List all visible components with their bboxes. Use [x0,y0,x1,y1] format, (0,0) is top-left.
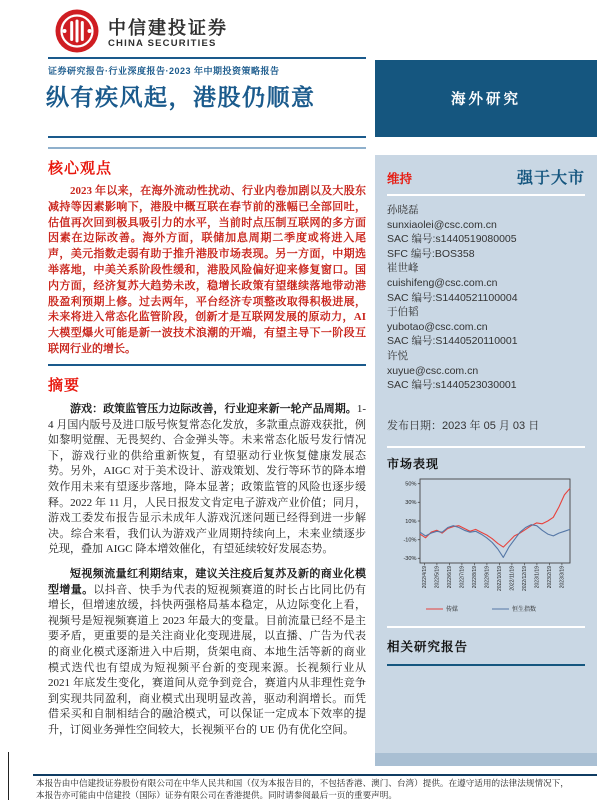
page-title: 纵有疾风起，港股仍顺意 [46,84,316,110]
svg-text:2023/1/19: 2023/1/19 [534,565,541,588]
summary-paragraphs [48,402,366,747]
svg-text:2022/8/19: 2022/8/19 [472,565,479,588]
market-performance-chart [387,474,585,622]
report-tags: 证券研究报告·行业深度报告·2023 年中期投资策略报告 [48,66,280,76]
related-reports-heading: 相关研究报告 [387,639,469,654]
analyst-line: SAC 编号:s1440519080005 [387,233,517,246]
analyst-line: xuyue@csc.com.cn [387,364,479,377]
sidebar-divider [387,446,585,448]
footer-left-border [8,752,9,800]
rating-value: 强于大市 [516,170,585,187]
market-performance-heading: 市场表现 [387,456,440,471]
section-divider [48,364,366,366]
sidebar [375,155,597,766]
research-category-badge: 海外研究 [375,60,597,137]
analyst-line: SFC 编号:BOS358 [387,247,475,260]
sidebar-divider [387,194,585,196]
sidebar-divider [387,626,585,628]
svg-text:2022/10/19: 2022/10/19 [497,565,504,591]
brand-name-en: CHINA SECURITIES [108,37,217,49]
title-divider [48,136,366,138]
header-divider [48,57,366,59]
publish-date-label: 发布日期： [387,419,442,432]
svg-text:2022/9/19: 2022/9/19 [484,565,491,588]
core-viewpoints-text: 2023 年以来，在海外流动性扰动、行业内卷加剧以及大股东减持等因素影响下，港股中概互联在春节前的涨幅已全部回吐，估值再次回到极具吸引力的水平，当前时点压制互联网的多方面因素在边际改善。海外方面，联储加息周期二季度或将进入尾声，美元指数走弱有助于推升港股市场表现。另一方面，中期选举落地，中美关系阶段性缓和，港股风险偏好迎来修复窗口。国内方面，经济复苏大趋势未改，稳增长政策有望继续落地带动港股盈利预期上修。过去两年，平台经济专项整改取得积极进展，未来将进入常态化监管阶段，创新才是互联网发展的原动力，AI 大模型爆火可能是新一波技术浪潮的开端，有望主导下一阶段互联网行业的增长。 [48,185,366,355]
svg-text:恒生指数: 恒生指数 [512,606,537,613]
analyst-line: 孙晓磊 [387,204,419,216]
svg-text:2023/2/19: 2023/2/19 [547,565,554,588]
publish-date-row [387,417,585,433]
related-reports-underline [387,664,585,666]
disclaimer [36,778,594,801]
svg-text:-10%: -10% [403,537,417,544]
svg-text:2023/3/19: 2023/3/19 [559,565,566,588]
analyst-line: 崔世峰 [387,262,419,275]
svg-text:2022/5/19: 2022/5/19 [434,565,441,588]
rating-row [387,165,585,188]
analyst-line: yubotao@csc.com.cn [387,320,488,333]
analyst-line: sunxiaolei@csc.com.cn [387,218,497,231]
svg-text:10%: 10% [405,518,417,525]
title-divider-light [48,147,366,149]
svg-text:2022/12/19: 2022/12/19 [522,565,529,591]
china-securities-logo-icon [54,8,100,59]
svg-text:2022/4/19: 2022/4/19 [422,565,429,588]
footer-divider [33,774,597,776]
svg-text:2022/6/19: 2022/6/19 [447,565,454,588]
svg-text:2022/7/19: 2022/7/19 [459,565,466,588]
svg-text:-30%: -30% [403,555,417,562]
analyst-line: SAC 编号:s1440523030001 [387,379,517,392]
disclaimer-line-2: 本报告亦可能由中信建投（国际）证券有限公司在香港提供。同时请参阅最后一页的重要声明。 [36,789,397,800]
paragraph-lead: 游戏：政策监管压力边际改善，行业迎来新一轮产品周期。 [70,403,357,415]
analyst-list [387,203,585,393]
core-viewpoints-heading: 核心观点 [48,160,113,177]
svg-text:50%: 50% [405,481,417,488]
svg-text:30%: 30% [405,499,417,506]
svg-text:传媒: 传媒 [446,606,459,613]
analyst-line: SAC 编号:S1440521100004 [387,291,518,304]
svg-text:2022/11/19: 2022/11/19 [509,565,516,591]
rating-action: 维持 [387,172,413,186]
brand-name-cn: 中信建投证券 [108,17,228,38]
summary-paragraph: 短视频流量红利期结束，建议关注疫后复苏及新的商业化模型增量。以抖音、快手为代表的短视频赛道的时长占比同比仍有增长，但增速放缓，抖快两强格局基本稳定，从边际变化上看，视频号是短视频赛道上 2023 年最大的变量。目前流量已经不是主要矛盾，更重要的是关注商业化变现进展，以直播、广告为代表的商业化模式逐渐进入中后期，货架电商、本地生活等新的商业模式迭代也有望成为短视频平台新的变现来源。长视频行业从 2021 年底发生变化，赛道间从竞争到竞合，赛道内从非理性竞争到实现共同盈利，商业模式出现明显改善，驱动利润增长。而凭借采买和自制相结合的融洽模式，可以保证一定成本下效率的提升，订阅业务弹性空间较大，长视频平台的 UE 仍有优化空间。 [48,567,367,736]
analyst-line: 许悦 [387,349,408,362]
analyst-line: SAC 编号:S1440520110001 [387,335,518,348]
analyst-line: 于伯韬 [387,306,419,319]
sidebar-bottom-strip [375,753,597,766]
brand-logo [54,8,228,59]
analyst-line: cuishifeng@csc.com.cn [387,276,498,289]
disclaimer-line-1: 本报告由中信建投证券股份有限公司在中华人民共和国（仅为本报告目的，不包括香港、澳门、台湾）提供。在遵守适用的法律法规情况下， [36,778,569,788]
summary-heading: 摘要 [48,377,81,394]
publish-date-value: 2023 年 05 月 03 日 [442,419,540,432]
summary-paragraph: 游戏：政策监管压力边际改善，行业迎来新一轮产品周期。1-4 月国内版号及进口版号恢复常态化发放，多款重点游戏获批，例如黎明觉醒、无畏契约、合金弹头等。未来常态化版号发行情况下，游戏行业的供给重新恢复，有望驱动行业恢复健康发展态势。另外，AIGC 对于美术设计、游戏策划、发行等环节的降本增效作用未来有望逐步落地，降本显著；政策监管的风险也逐步缓释。2022 年 11 月，人民日报发文肯定电子游戏产业价值；同月，游戏工委发布报告显示未成年人游戏沉迷问题已经得到进一步解决。综合来看，我们认为游戏产业周期持续向上，未来业绩逐步兑现，叠加 AIGC 降本增效催化，有望延续较好发展态势。 [48,403,366,556]
paragraph-lead: 短视频流量红利期结束，建议关注疫后复苏及新的商业化模型增量。 [48,567,366,596]
